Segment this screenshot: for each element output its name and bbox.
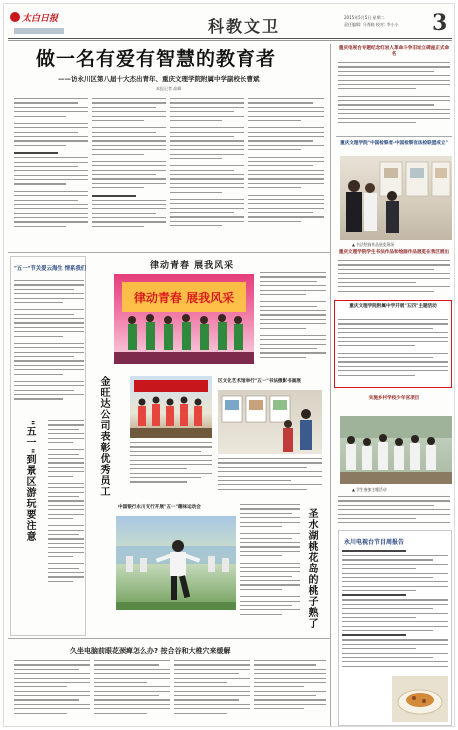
column-divider [330,44,331,727]
page-number: 3 [432,10,448,36]
section-title: 科教文卫 [208,17,281,36]
dance-photo[interactable] [114,274,254,364]
lead-text-col-4 [248,98,324,248]
sports-photo-image [116,516,236,610]
lead-byline: 本报记者 高峰 [156,86,182,91]
dance-photo-image [114,274,254,364]
gallery-text [218,458,322,498]
feature-title[interactable]: 律动青春 展我风采 [150,261,235,271]
header-rule [8,38,452,39]
date-line: 2015年5月5日 星期二 [344,15,385,20]
vertical-headline-scenic[interactable]: "五一"到景区游玩要注意 [24,420,35,543]
health-text-col-3 [174,660,250,724]
right-headline-1[interactable]: 重庆电视台专题纪念红岩人革命斗争旧址立碑座正式命名 [338,46,450,57]
editor-line: 责任编辑: 马秀晓 校对: 李小小 [344,22,399,27]
right-text-1 [338,62,450,134]
award-photo[interactable] [130,376,212,438]
logo-icon [10,12,20,22]
health-text-col-1 [14,660,90,724]
students-photo-image [340,416,452,484]
award-photo-image [130,376,212,438]
feature-right-text [260,272,326,372]
lead-headline[interactable]: 做一名有爱有智慧的教育者 [36,48,277,70]
tv-schedule-title[interactable]: 永川电视台节目周报告 [344,539,405,546]
food-photo-image [392,676,448,722]
right-divider-1 [336,136,452,137]
tv-schedule-list [342,550,448,670]
right-text-3 [338,260,450,296]
feature-left-text-2 [48,420,84,630]
masthead [8,8,452,38]
award-text [130,442,212,494]
section-divider [8,252,330,253]
photo-caption-1: ▲ 书法绘画作品展览现场 [352,242,395,247]
health-text-col-2 [94,660,170,724]
header-rule-secondary [8,40,452,41]
gallery-photo[interactable] [218,390,322,454]
exhibit-headline[interactable]: 区文化艺术馆举行"五一"书法摄影书画展 [218,379,301,384]
sports-headline[interactable]: 中国银行永川支行开展"五一"趣味运动会 [118,505,201,510]
students-photo[interactable] [340,416,452,484]
header-meta [344,14,424,28]
feature-left-text [14,280,84,414]
logo-text: 太白日报 [22,13,59,24]
exhibition-photo[interactable] [340,156,452,240]
lead-text-col-3 [170,98,244,248]
exhibition-photo-image [340,156,452,240]
feature-left-headline[interactable]: "五一"节关爱云海生 情系我们 [14,266,87,272]
right-headline-3[interactable]: 重庆文理学院学生书法作品和绘画作品展览在我区展出 [338,250,450,255]
highlighted-headline[interactable]: 重庆文理学院附属中学开展"五四"主题活动 [349,304,437,309]
edition-bar [14,28,64,34]
lead-subtitle: ——访永川区第八届十大杰出青年、重庆文理学院附属中学副校长曹斌 [58,75,260,83]
vertical-headline-company[interactable]: 金旺达公司表彰优秀员工 [98,376,109,497]
bottom-divider [8,638,330,639]
right-text-5 [338,496,450,526]
food-photo[interactable] [392,676,448,722]
health-headline[interactable]: 久坐电脑前眼花颈痺怎么办? 按合谷和大椎穴来缓解 [70,647,231,655]
lead-text-col-2 [92,98,166,248]
gallery-photo-image [218,390,322,454]
vertical-headline-peach[interactable]: 圣水湖桃花岛的桃子熟了 [306,508,317,629]
highlighted-article[interactable] [334,300,452,388]
sports-text [240,504,300,624]
right-headline-2[interactable]: 重庆文理学院"中国检察者-中国检察官法检联盟成立" [340,141,448,146]
right-headline-5[interactable]: 实施乡村学校少年宫项目 [368,396,420,401]
sports-photo[interactable] [116,516,236,610]
highlighted-text [338,319,448,385]
health-text-col-4 [254,660,326,724]
newspaper-logo[interactable] [10,10,68,24]
photo-caption-2: ▲ 学生参加主题活动 [352,487,387,492]
newspaper-page [3,3,455,727]
lead-text-col-1 [14,98,88,248]
banner-text: 律动青春 展我风采 [133,291,235,305]
